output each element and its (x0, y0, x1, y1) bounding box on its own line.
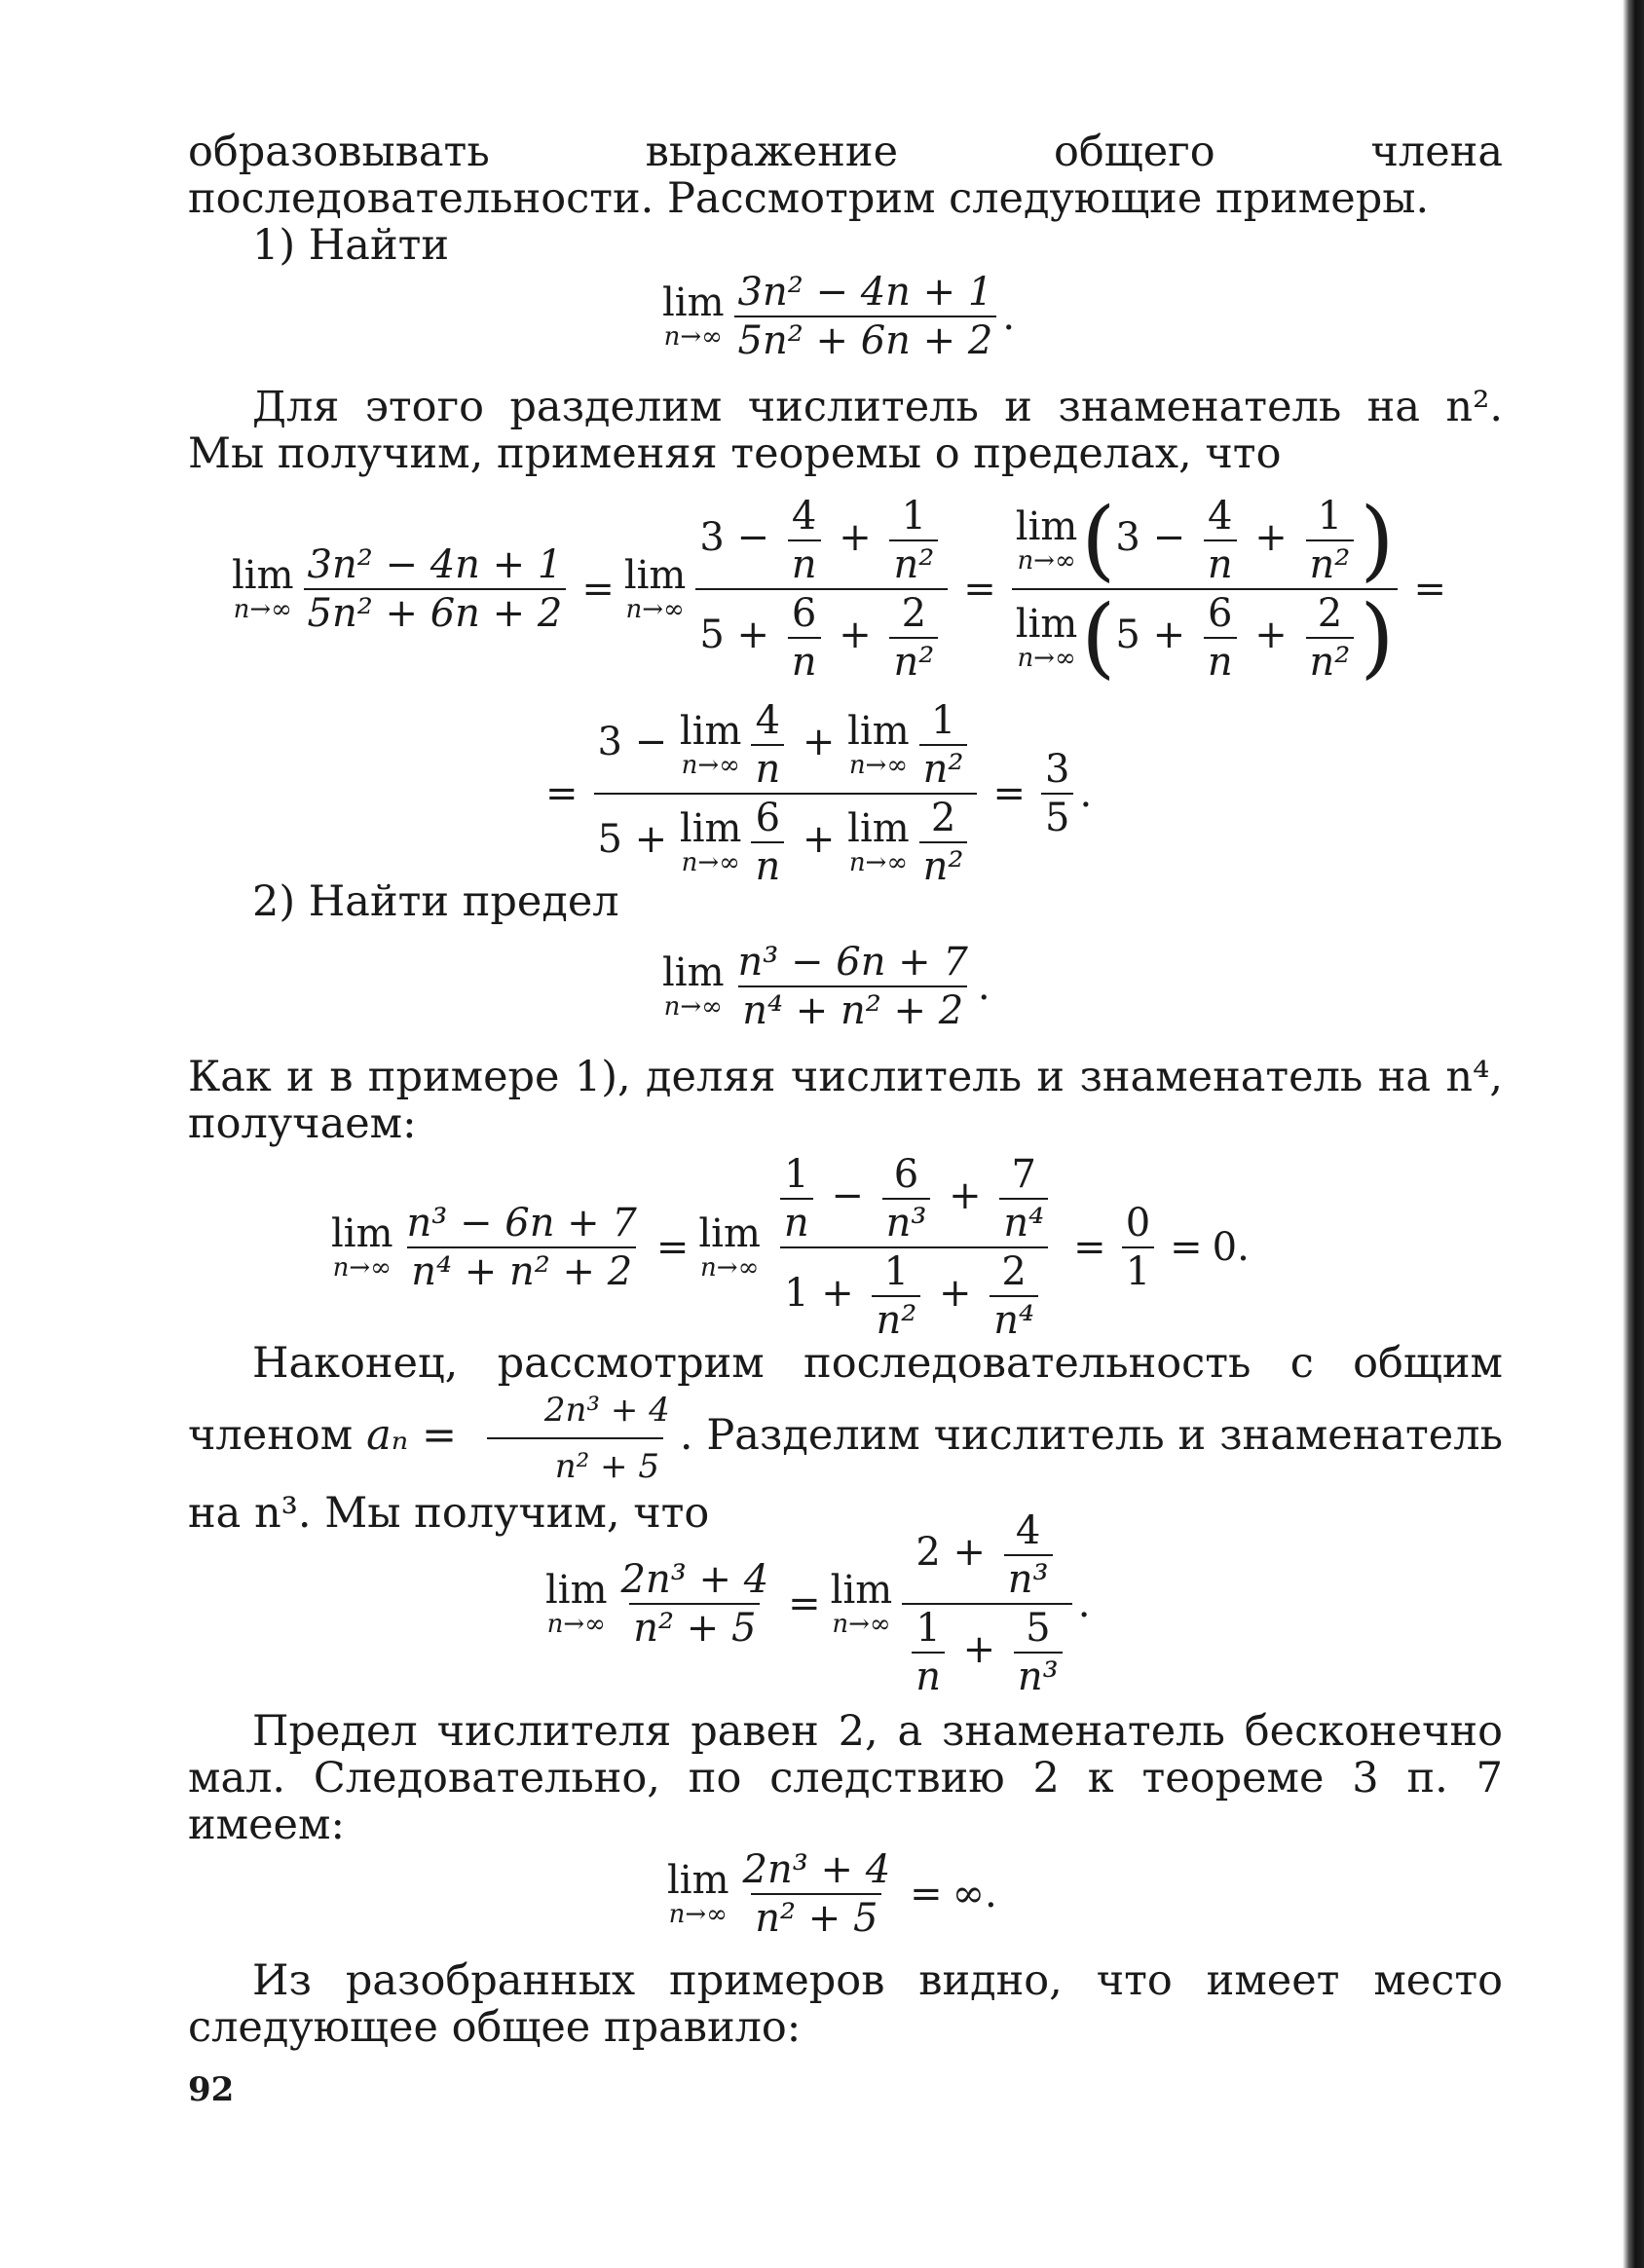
infinity-symbol: ∞ (952, 1872, 985, 1916)
result-denominator: 5 (1041, 793, 1073, 837)
equation-example-2: lim n→∞ $\frac{\text{n³ − 6n + 7}}{\text{n⁴ + n² + 2}}$ . (662, 940, 990, 1033)
example-2-label: 2) Найти предел (252, 877, 619, 926)
zero-denominator: 1 (1122, 1246, 1154, 1291)
example-1-label: 1) Найти (252, 221, 450, 270)
ex2-numerator: n³ − 6n + 7 (737, 940, 968, 985)
lim-sub: n→∞ (663, 322, 723, 352)
paragraph-general-rule: Из разобранных примеров видно, что имеет место следующее общее правило: (188, 1956, 1503, 2052)
paragraph-divide-n4: Как и в примере 1), деляя числитель и знаменатель на n⁴, получаем: (188, 1053, 1503, 1148)
ex1-numerator: 3n² − 4n + 1 (737, 270, 993, 315)
an-denominator: n² + 5 (487, 1437, 663, 1490)
equation-example-2-solution: lim n→∞ $\frac{\text{n³ − 6n + 7}}{\text{n⁴ + n² + 2}}$ = lim n→∞ $\frac{1}{n}$ − $\frac{6}{\text{n³}}$ + $\frac{7}{\text{n⁴}}$ 1 + $\frac{1}{\text{n²}}$ + $\frac{2}{\text{n⁴}}$ = $\frac{0}{1}$ = 0 . (331, 1152, 1250, 1343)
page-edge-shadow (1623, 0, 1644, 2268)
lim-label: lim (662, 280, 725, 325)
equation-limit-chain: lim n→∞ $\frac{\text{3n² − 4n + 1}}{\text{5n² + 6n + 2}}$ = lim n→∞ 3 − $\frac{4}{n}$ + $\frac{1}{\text{n²}}$ 5 + $\frac{6}{n}$ + $\frac{2}{\text{n²}}$ = lim n→∞ (3 − $\frac{4}{n}$ + $\frac{1}{\text{n²}}$ ) lim n→∞ (5 + $\frac{6}{n}$ + $\frac{2}{\text{n²}}$ ) = (232, 489, 1446, 688)
an-numerator: 2n³ + 4 (543, 1391, 670, 1430)
zero-numerator: 0 (1125, 1201, 1151, 1246)
paragraph-numerator-limit: Предел числителя равен 2, а знаменатель бесконечно мал. Следовательно, по следствию 2 к теореме 3 п. 7 имеем: (188, 1707, 1503, 1849)
paragraph-divide-n2: Для этого разделим числитель и знаменатель на n². Мы получим, применяя теоремы о пределах, что (188, 383, 1503, 478)
page-number: 92 (188, 2070, 235, 2109)
equation-example-1: lim n→∞ $\frac{\text{3n² − 4n + 1}}{\text{5n² + 6n + 2}}$ . (662, 270, 1016, 363)
a-n-symbol: aₙ (366, 1411, 409, 1460)
paragraph-general-term-end: . Разделим числитель и знаменатель на n³. Мы получим, что (188, 1411, 1503, 1538)
ex2-denominator: n⁴ + n² + 2 (738, 985, 967, 1030)
result-numerator: 3 (1044, 747, 1070, 792)
equation-example-3: lim n→∞ $\frac{\text{2n³ + 4}}{\text{n² + 5}}$ = lim n→∞ 2 + $\frac{4}{\text{n³}}$ $\frac{1}{n}$ + $\frac{5}{\text{n³}}$ . (545, 1508, 1091, 1699)
paragraph-intro: образовывать выражение общего члена последовательности. Рассмотрим следующие примеры. (188, 128, 1503, 223)
zero-result: 0 (1212, 1225, 1238, 1270)
ex1-denominator: 5n² + 6n + 2 (734, 316, 997, 360)
equation-infinity: lim n→∞ $\frac{\text{2n³ + 4}}{\text{n² + 5}}$ = ∞ . (667, 1847, 997, 1941)
equation-limit-chain-continued: = 3 − lim n→∞ $\frac{4}{n}$ + lim n→∞ $\frac{1}{\text{n²}}$ 5 + lim n→∞ $\frac{6}{n}$ + lim n→∞ $\frac{2}{\text{n²}}$ = $\frac{3}{5}$ . (545, 698, 1093, 889)
paragraph-general-term-start: Наконец, рассмотрим последовательность с общим членом (188, 1339, 1503, 1460)
paragraph-general-term: Наконец, рассмотрим последовательность с общим членом aₙ = $\frac{\text{2n³ + 4}}{\text{n² + 5}}$ . Разделим числитель и знаменатель на n³. Мы получим, что (188, 1339, 1503, 1538)
